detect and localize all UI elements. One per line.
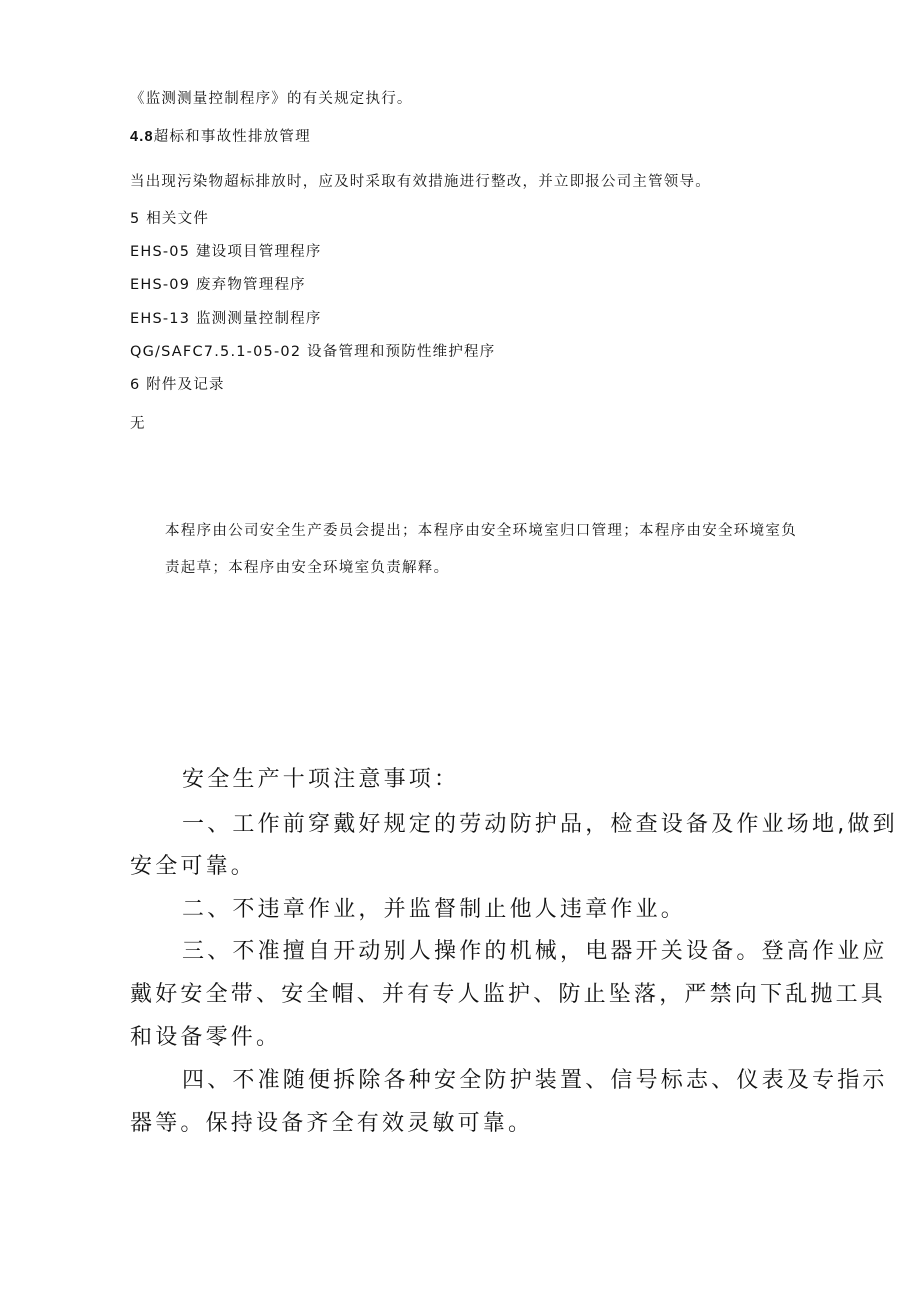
section-title: 超标和事故性排放管理 <box>153 129 311 145</box>
safety-item-1-line-2: 安全可靠。 <box>130 854 257 879</box>
safety-item-3-line-2: 戴好安全带、安全帽、并有专人监护、防止坠落，严禁向下乱抛工具 <box>130 982 887 1007</box>
related-doc-4: QG/SAFC7.5.1-05-02 设备管理和预防性维护程序 <box>130 344 496 360</box>
section-6-heading: 6 附件及记录 <box>130 377 225 393</box>
section-5-heading: 5 相关文件 <box>130 211 210 227</box>
safety-title: 安全生产十项注意事项： <box>182 767 460 792</box>
attachments-none: 无 <box>130 416 146 432</box>
safety-item-4-line-2: 器等。保持设备齐全有效灵敏可靠。 <box>130 1111 534 1136</box>
safety-item-1-line-1: 一、工作前穿戴好规定的劳动防护品，检查设备及作业场地,做到 <box>182 812 898 837</box>
related-doc-1: EHS-05 建设项目管理程序 <box>130 244 322 260</box>
related-doc-2: EHS-09 废弃物管理程序 <box>130 277 306 293</box>
reference-line: 《监测测量控制程序》的有关规定执行。 <box>130 91 413 107</box>
procedure-note-line-2: 责起草；本程序由安全环境室负责解释。 <box>165 560 450 576</box>
safety-item-2-line-1: 二、不违章作业，并监督制止他人违章作业。 <box>182 897 687 922</box>
related-doc-3: EHS-13 监测测量控制程序 <box>130 311 322 327</box>
safety-item-4-line-1: 四、不准随便拆除各种安全防护装置、信号标志、仪表及专指示 <box>182 1068 888 1093</box>
section-4-8-body: 当出现污染物超标排放时，应及时采取有效措施进行整改，并立即报公司主管领导。 <box>130 174 711 190</box>
section-number: 4.8 <box>130 129 154 145</box>
section-4-8-heading <box>130 127 311 147</box>
procedure-note-line-1: 本程序由公司安全生产委员会提出；本程序由安全环境室归口管理；本程序由安全环境室负 <box>165 523 797 539</box>
safety-item-3-line-3: 和设备零件。 <box>130 1025 282 1050</box>
safety-item-3-line-1: 三、不准擅自开动别人操作的机械，电器开关设备。登高作业应 <box>182 939 888 964</box>
